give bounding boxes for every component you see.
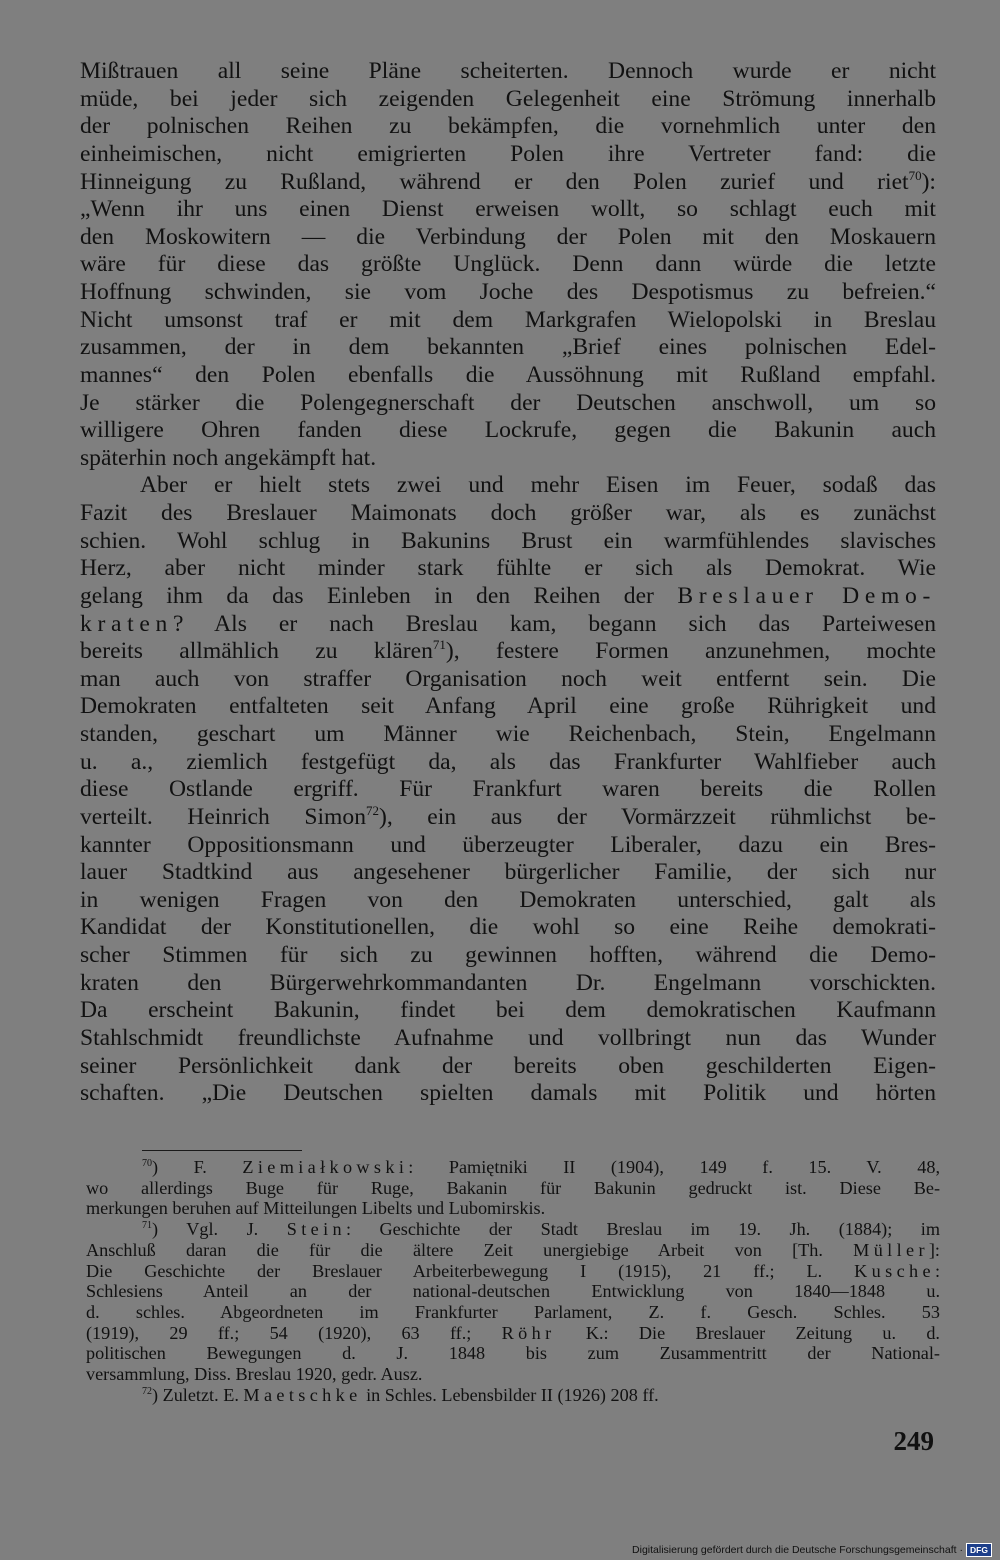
text-line: schien. Wohl schlug in Bakunins Brust ein warmfühlendes slavisches [80, 527, 936, 554]
footnote-line: politischen Bewegungen d. J. 1848 bis zum Zusammentritt der National- [86, 1343, 940, 1364]
text-line: in wenigen Fragen von den Demokraten unterschied, galt als [80, 886, 936, 913]
author-name: Müller [853, 1239, 929, 1260]
text-line: kannter Oppositionsmann und überzeugter Liberaler, dazu ein Bres- [80, 831, 936, 858]
text-line: einheimischen, nicht emigrierten Polen ihre Vertreter fand: die [80, 140, 936, 167]
text-line: kraten? Als er nach Breslau kam, begann sich das Parteiwesen [80, 610, 936, 637]
text-line: willigere Ohren fanden diese Lockrufe, gegen die Bakunin auch [80, 417, 936, 444]
text-line: lauer Stadtkind aus angesehener bürgerlicher Familie, der sich nur [80, 859, 936, 886]
footnote-line: versammlung, Diss. Breslau 1920, gedr. Ausz. [86, 1364, 423, 1385]
text-line: Herz, aber nicht minder stark fühlte er sich als Demokrat. Wie [80, 555, 936, 582]
footnote-ref-72: 72 [366, 803, 379, 819]
text-line: scher Stimmen für sich zu gewinnen hofften, während die Demo- [80, 942, 936, 968]
footnote-divider [142, 1150, 302, 1151]
text-line: schaften. „Die Deutschen spielten damals mit Politik und hörten [80, 1080, 936, 1107]
spaced-term: kraten [80, 610, 173, 637]
footnote-ref-71: 71 [432, 637, 446, 653]
author-name: Ziemiałkowski [242, 1157, 409, 1177]
footnote-line: wo allerdings Buge für Ruge, Bakanin für Bakunin gedruckt ist. Diese Be- [86, 1177, 940, 1198]
footnote-ref-70: 70 [908, 167, 922, 183]
text-line: „Wenn ihr uns einen Dienst erweisen wollt, so schlagt euch mit [80, 196, 936, 223]
text-line: standen, geschart um Männer wie Reichenbach, Stein, Engelmann [80, 721, 936, 747]
text-line: Aber er hielt stets zwei und mehr Eisen im Feuer, sodaß das [140, 472, 936, 499]
text-line: Demokraten entfalteten seit Anfang April eine große Rührigkeit und [80, 693, 936, 720]
footnote-72: $^{72}$) Zuletzt. E. Maetschke in Schles. Lebensbilder II (1926) 208 ff. [142, 1384, 659, 1405]
footnote-line: Schlesiens Anteil an der national-deutschen Entwicklung von 1840—1848 u. [86, 1281, 940, 1302]
text-line: Hoffnung schwinden, sie vom Joche des Despotismus zu befreien.“ [80, 279, 936, 305]
text-line: Mißtrauen all seine Pläne scheiterten. Dennoch wurde er nicht [80, 58, 936, 84]
author-name: Stein [286, 1219, 346, 1240]
author-name: Röhr [501, 1322, 556, 1343]
text-line: verteilt. Heinrich Simon$^{72}$), ein aus der Vormärzzeit rühmlichst be- [80, 803, 936, 830]
footnote-line: d. schles. Abgeordneten im Frankfurter Parlament, Z. f. Gesch. Schles. 53 [86, 1301, 940, 1322]
author-name: Kusche [854, 1260, 935, 1281]
footnote-line: Die Geschichte der Breslauer Arbeiterbewegung I (1915), 21 ff.; L. Kusche: [86, 1260, 940, 1281]
footnote-71: $^{71}$) Vgl. J. Stein: Geschichte der Stadt Breslau im 19. Jh. (1884); im [142, 1219, 940, 1240]
author-name: Maetschke [243, 1384, 362, 1405]
text-line: bereits allmählich zu klären$^{71}$), festere Formen anzunehmen, mochte [80, 637, 936, 665]
text-line: Hinneigung zu Rußland, während er den Polen zurief und riet$^{70}$): [80, 167, 936, 195]
text-line: wäre für diese das größte Unglück. Denn dann würde die letzte [80, 251, 936, 278]
text-line: kraten den Bürgerwehrkommandanten Dr. Engelmann vorschickten. [80, 969, 936, 996]
text-line: Kandidat der Konstitutionellen, die wohl so eine Reihe demokrati- [80, 914, 936, 941]
spaced-term: Demo- [842, 582, 936, 609]
footnote-line: Anschluß daran die für die ältere Zeit unergiebige Arbeit von [Th. Müller]: [86, 1239, 940, 1260]
text-line: der polnischen Reihen zu bekämpfen, die vornehmlich unter den [80, 113, 936, 140]
text-line: u. a., ziemlich festgefügt da, als das Frankfurter Wahlfieber auch [80, 748, 936, 775]
text-line: Da erscheint Bakunin, findet bei dem demokratischen Kaufmann [80, 997, 936, 1024]
text-line: Je stärker die Polengegnerschaft der Deutschen anschwoll, um so [80, 389, 936, 416]
main-text [80, 58, 936, 1108]
digitization-credit-text: Digitalisierung gefördert durch die Deutsche Forschungsgemeinschaft [632, 1544, 957, 1556]
footnotes [86, 1157, 940, 1405]
spaced-term: Breslauer [677, 582, 819, 609]
text-line: diese Ostlande ergriff. Für Frankfurt waren bereits die Rollen [80, 776, 936, 803]
footnote-line: merkungen beruhen auf Mitteilungen Libelts und Lubomirskis. [86, 1198, 546, 1219]
text-line: späterhin noch angekämpft hat. [80, 444, 377, 471]
footnote-70: $^{70}$) F. Ziemiałkowski: Pamiętniki II (1904), 149 f. 15. V. 48, [142, 1157, 940, 1177]
text-line: mannes“ den Polen ebenfalls die Aussöhnung mit Rußland empfahl. [80, 361, 936, 388]
text-line: Fazit des Breslauer Maimonats doch größer war, als es zunächst [80, 500, 936, 526]
digitization-credit: Digitalisierung gefördert durch die Deutsche Forschungsgemeinschaft · DFG [632, 1543, 992, 1557]
footnote-line: (1919), 29 ff.; 54 (1920), 63 ff.; Röhr K.: Die Breslauer Zeitung u. d. [86, 1322, 940, 1343]
dfg-logo-icon: DFG [966, 1543, 992, 1557]
text-line: zusammen, der in dem bekannten „Brief eines polnischen Edel- [80, 334, 936, 361]
text-line: den Moskowitern — die Verbindung der Polen mit den Moskauern [80, 223, 936, 250]
page-number: 249 [893, 1426, 934, 1456]
text-line: Nicht umsonst traf er mit dem Markgrafen Wielopolski in Breslau [80, 306, 936, 333]
text-line: seiner Persönlichkeit dank der bereits oben geschilderten Eigen- [80, 1052, 936, 1079]
text-line: müde, bei jeder sich zeigenden Gelegenheit eine Strömung innerhalb [80, 85, 936, 112]
text-line: man auch von straffer Organisation noch weit entfernt sein. Die [80, 665, 936, 692]
text-line: Stahlschmidt freundlichste Aufnahme und vollbringt nun das Wunder [80, 1024, 936, 1051]
text-line: gelang ihm da das Einleben in den Reihen der Breslauer Demo- [80, 582, 936, 609]
